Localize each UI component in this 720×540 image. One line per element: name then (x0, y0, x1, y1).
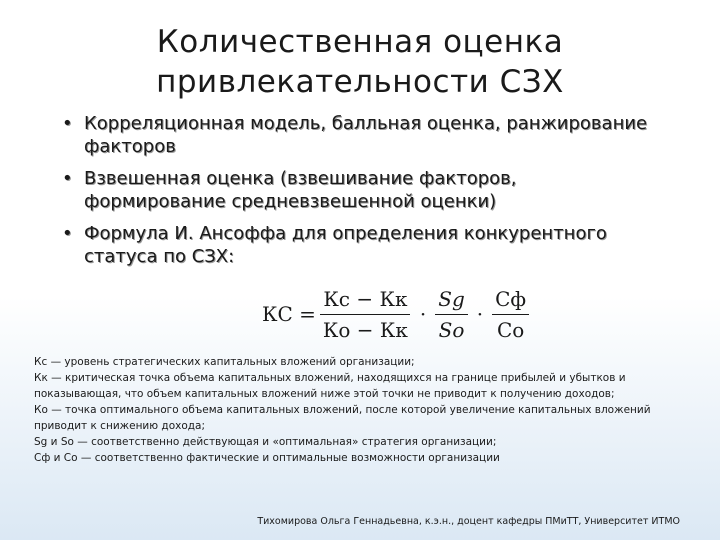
legend-item: Кк — критическая точка объема капитальных вложений, находящихся на границе прибылей и убытков и показывающая, что объем капитальных вложений ниже этой точки не приводит к получению доходов; (34, 372, 626, 400)
author-footer: Тихомирова Ольга Геннадьевна, к.э.н., доцент кафедры ПМиТТ, Университет ИТМО (257, 516, 680, 527)
multiply-dot: · (476, 302, 484, 326)
bullet-item (60, 222, 660, 268)
formula-legend (34, 354, 654, 466)
bullet-dot-icon: • (62, 223, 73, 244)
legend-item: Sg и So — соответственно действующая и «оптимальная» стратегия организации; (34, 436, 497, 448)
fraction-denominator: So (438, 317, 465, 342)
bullet-text: Формула И. Ансоффа для определения конкурентного статуса по СЗХ: (84, 223, 607, 267)
legend-item: Сф и Со — соответственно фактические и оптимальные возможности организации (34, 452, 500, 464)
title-line-1: Количественная оценка (156, 24, 564, 60)
slide-title (0, 22, 720, 102)
multiply-dot: · (419, 302, 427, 326)
fraction-capital (320, 286, 411, 343)
bullet-item (60, 112, 660, 158)
fraction-strategy (435, 286, 468, 343)
bullet-list (60, 112, 660, 277)
legend-item: Ко — точка оптимального объема капитальных вложений, после которой увеличение капитальных вложений приводит к снижению дохода; (34, 404, 651, 432)
bullet-text: Корреляционная модель, балльная оценка, ранжирование факторов (84, 113, 648, 157)
bullet-item (60, 167, 660, 213)
title-line-2: привлекательности СЗХ (156, 64, 564, 100)
bullet-dot-icon: • (62, 113, 73, 134)
ansoff-formula (262, 283, 533, 345)
bullet-text: Взвешенная оценка (взвешивание факторов, формирование средневзвешенной оценки) (84, 168, 517, 212)
fraction-denominator: Ко − Кк (322, 317, 408, 342)
fraction-capability (492, 286, 529, 343)
formula-lhs: КС = (262, 302, 316, 326)
bullet-dot-icon: • (62, 168, 73, 189)
fraction-numerator: Сф (492, 286, 529, 315)
fraction-denominator: Со (496, 317, 525, 342)
fraction-numerator: Sg (435, 286, 468, 315)
legend-item: Кс — уровень стратегических капитальных вложений организации; (34, 356, 415, 368)
fraction-numerator: Кс − Кк (320, 286, 410, 315)
